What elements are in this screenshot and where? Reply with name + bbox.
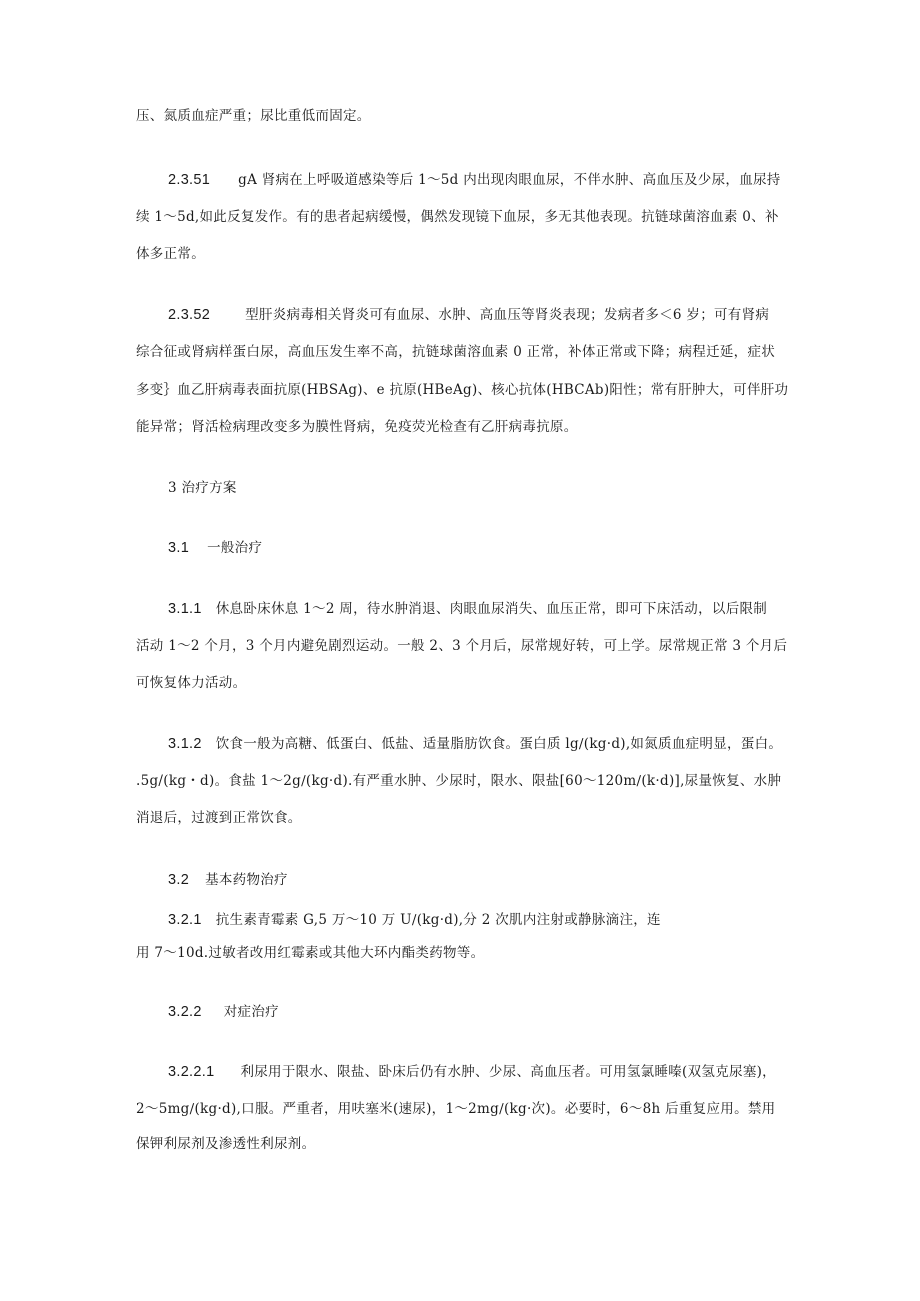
heading-text: 3 治疗方案 <box>168 480 237 496</box>
heading-3-2 <box>168 870 288 890</box>
section-2-3-52-line-4 <box>136 417 578 437</box>
text-line: 保钾利尿剂及渗透性利尿剂。 <box>136 1136 316 1152</box>
section-2-3-52-line-3 <box>136 380 788 400</box>
text-line: 体多正常。 <box>136 246 205 262</box>
section-number: 3.1.2 <box>168 736 202 752</box>
section-3-2-1-line-2 <box>136 943 484 963</box>
heading-text: 对症治疗 <box>223 1004 279 1020</box>
section-3-1-2-line-1 <box>168 734 782 754</box>
section-2-3-51-line-3 <box>136 244 205 264</box>
section-2-3-52-line-1 <box>168 305 769 325</box>
text-line: 消退后，过渡到正常饮食。 <box>136 810 302 826</box>
text-line: 多变｝血乙肝病毒表面抗原(HBSAg)、e 抗原(HBeAg)、核心抗体(HBCAb)阳性；常有肝肿大，可伴肝功 <box>136 382 789 398</box>
section-3-1-1-line-1 <box>168 599 767 619</box>
text-line: 型肝炎病毒相关肾炎可有血尿、水肿、高血压等肾炎表现；发病者多＜6 岁；可有肾病 <box>245 307 770 323</box>
section-number: 3.2.2.1 <box>168 1064 215 1080</box>
text-line: 2～5mg∕(kg·d),口服。严重者，用呋塞米(速尿)，1～2mg∕(kg·次)。必要时，6～8h 后重复应用。禁用 <box>136 1101 776 1117</box>
text-line: 利尿用于限水、限盐、卧床后仍有水肿、少尿、高血压者。可用氢氯睡嗪(双氢克尿塞)， <box>240 1064 776 1080</box>
section-2-3-51-line-2 <box>136 207 779 227</box>
section-number: 3.2.1 <box>168 912 202 928</box>
heading-3-2-2 <box>168 1002 279 1022</box>
section-2-3-51-line-1 <box>168 170 781 190</box>
heading-text: 一般治疗 <box>207 540 263 556</box>
section-3-1-1-line-3 <box>136 673 246 693</box>
section-number: 3.2.2 <box>168 1004 202 1020</box>
section-number: 2.3.51 <box>168 172 211 188</box>
paragraph-continuation-line <box>136 106 371 126</box>
section-2-3-52-line-2 <box>136 342 775 362</box>
text-line: 综合征或肾病样蛋白尿，高血压发生率不高，抗链球菌溶血素 0 正常，补体正常或下降；病程迁延，症状 <box>136 344 776 360</box>
heading-3 <box>168 478 237 498</box>
text-line: 能异常；肾活检病理改变多为膜性肾病，免疫荧光检查有乙肝病毒抗原。 <box>136 419 578 435</box>
section-number: 3.1 <box>168 540 190 556</box>
text-line: 活动 1～2 个月，3 个月内避免剧烈运动。一般 2、3 个月后，尿常规好转，可上学。尿常规正常 3 个月后 <box>136 638 788 654</box>
section-number: 3.2 <box>168 872 190 888</box>
text-line: 休息卧床休息 1～2 周，待水肿消退、肉眼血尿消失、血压正常，即可下床活动，以后限制 <box>215 601 768 617</box>
section-3-1-1-line-2 <box>136 636 787 656</box>
text-line: 饮食一般为高糖、低蛋白、低盐、适量脂肪饮食。蛋白质 lg∕(kg·d),如氮质血症明显，蛋白。 <box>215 736 783 752</box>
section-3-2-2-1-line-3 <box>136 1134 315 1154</box>
heading-text: 基本药物治疗 <box>205 872 288 888</box>
text-line: 压、氮质血症严重；尿比重低而固定。 <box>136 108 371 124</box>
section-3-1-2-line-3 <box>136 808 302 828</box>
section-number: 3.1.1 <box>168 601 202 617</box>
text-line: 可恢复体力活动。 <box>136 675 247 691</box>
text-line: 续 1～5d,如此反复发作。有的患者起病缓慢，偶然发现镜下血尿，多无其他表现。抗链球菌溶血素 0、补 <box>136 209 779 225</box>
section-number: 2.3.52 <box>168 307 211 323</box>
section-3-1-2-line-2 <box>136 771 781 791</box>
heading-3-1 <box>168 538 262 558</box>
section-3-2-2-1-line-1 <box>168 1062 776 1082</box>
text-line: .5g/(kg・d)。食盐 1～2g∕(kg·d).有严重水肿、少尿时，限水、限盐[60～120m∕(k·d)],尿量恢复、水肿 <box>136 773 782 789</box>
text-line: 抗生素青霉素 G,5 万～10 万 U∕(kg·d),分 2 次肌内注射或静脉滴注，连 <box>215 912 661 928</box>
text-line: gA 肾病在上呼吸道感染等后 1～5d 内出现肉眼血尿，不伴水肿、高血压及少尿，血尿持 <box>238 172 781 188</box>
text-line: 用 7～10d.过敏者改用红霉素或其他大环内酯类药物等。 <box>136 945 485 961</box>
section-3-2-2-1-line-2 <box>136 1099 775 1119</box>
section-3-2-1-line-1 <box>168 910 661 930</box>
